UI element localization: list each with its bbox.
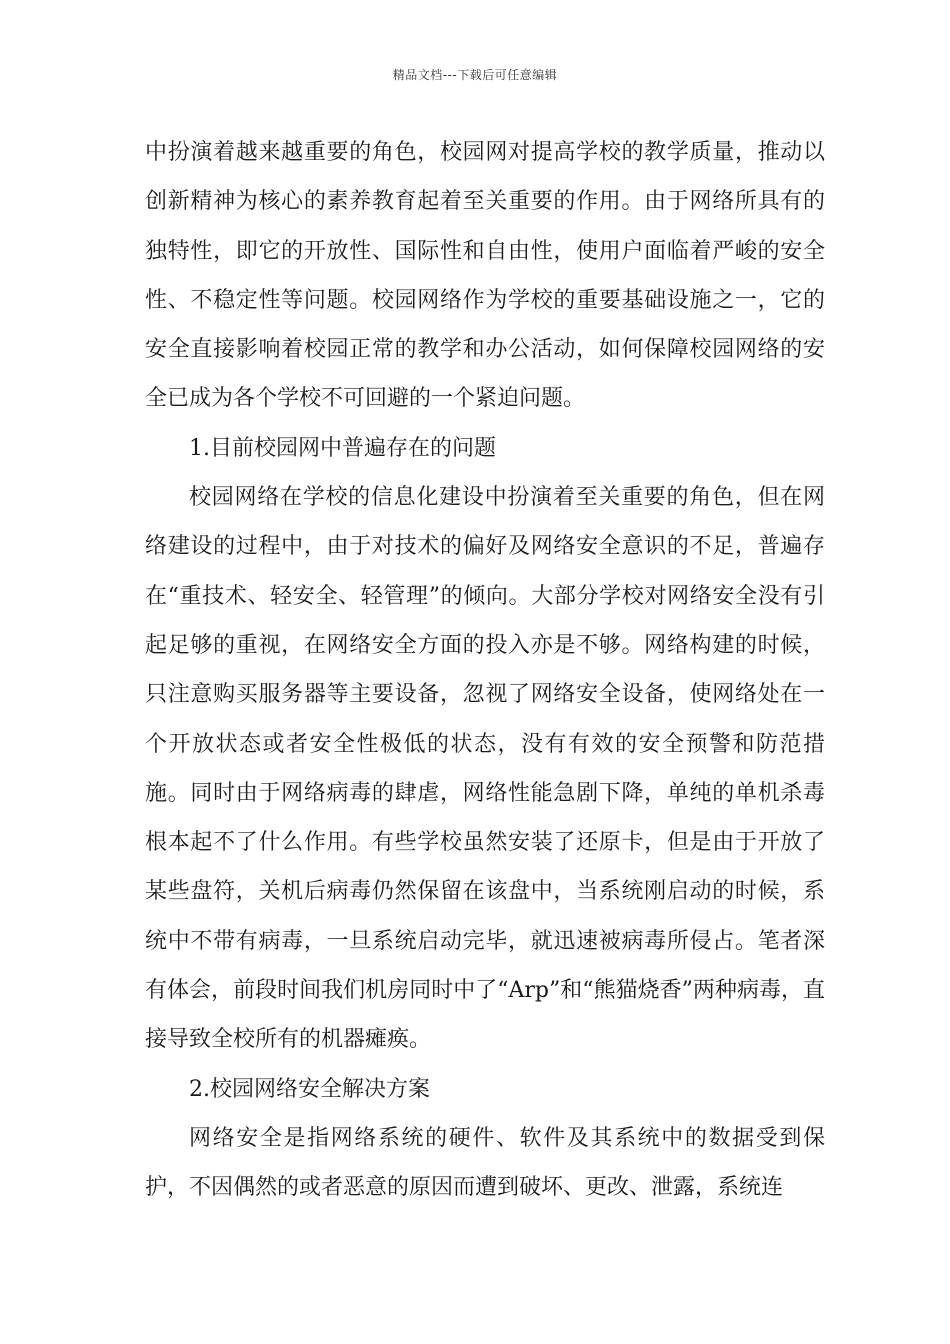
paragraph-intro: 中扮演着越来越重要的角色，校园网对提高学校的教学质量，推动以创新精神为核心的素养教育起着至关重要的作用。由于网络所具有的独特性，即它的开放性、国际性和自由性，使用户面临着严峻的安全性、不稳定性等问题。校园网络作为学校的重要基础设施之一，它的安全直接影响着校园正常的教学和办公活动，如何保障校园网络的安全已成为各个学校不可回避的一个紧迫问题。	[145, 140, 825, 412]
paragraph-solution: 网络安全是指网络系统的硬件、软件及其系统中的数据受到保护，不因偶然的或者恶意的原因而遭到破坏、更改、泄露，系统连	[145, 1125, 825, 1201]
page-header: 精品文档---下载后可任意编辑	[392, 68, 558, 82]
paragraph-problems: 校园网络在学校的信息化建设中扮演着至关重要的角色，但在网络建设的过程中，由于对技术的偏好及网络安全意识的不足，普遍存在“重技术、轻安全、轻管理”的倾向。大部分学校对网络安全没有引起足够的重视，在网络安全方面的投入亦是不够。网络构建的时候，只注意购买服务器等主要设备，忽视了网络安全设备，使网络处在一个开放状态或者安全性极低的状态，没有有效的安全预警和防范措施。同时由于网络病毒的肆虐，网络性能急剧下降，单纯的单机杀毒根本起不了什么作用。有些学校虽然安装了还原卡，但是由于开放了某些盘符，关机后病毒仍然保留在该盘中，当系统刚启动的时候，系统中不带有病毒，一旦系统启动完毕，就迅速被病毒所侵占。笔者深有体会，前段时间我们机房同时中了“Arp”和“熊猫烧香”两种病毒，直接导致全校所有的机器瘫痪。	[145, 485, 825, 1053]
document-body	[145, 128, 825, 1213]
section-heading-2: 2.校园网络安全解决方案	[189, 1076, 430, 1102]
section-heading-1: 1.目前校园网中普遍存在的问题	[189, 435, 496, 461]
